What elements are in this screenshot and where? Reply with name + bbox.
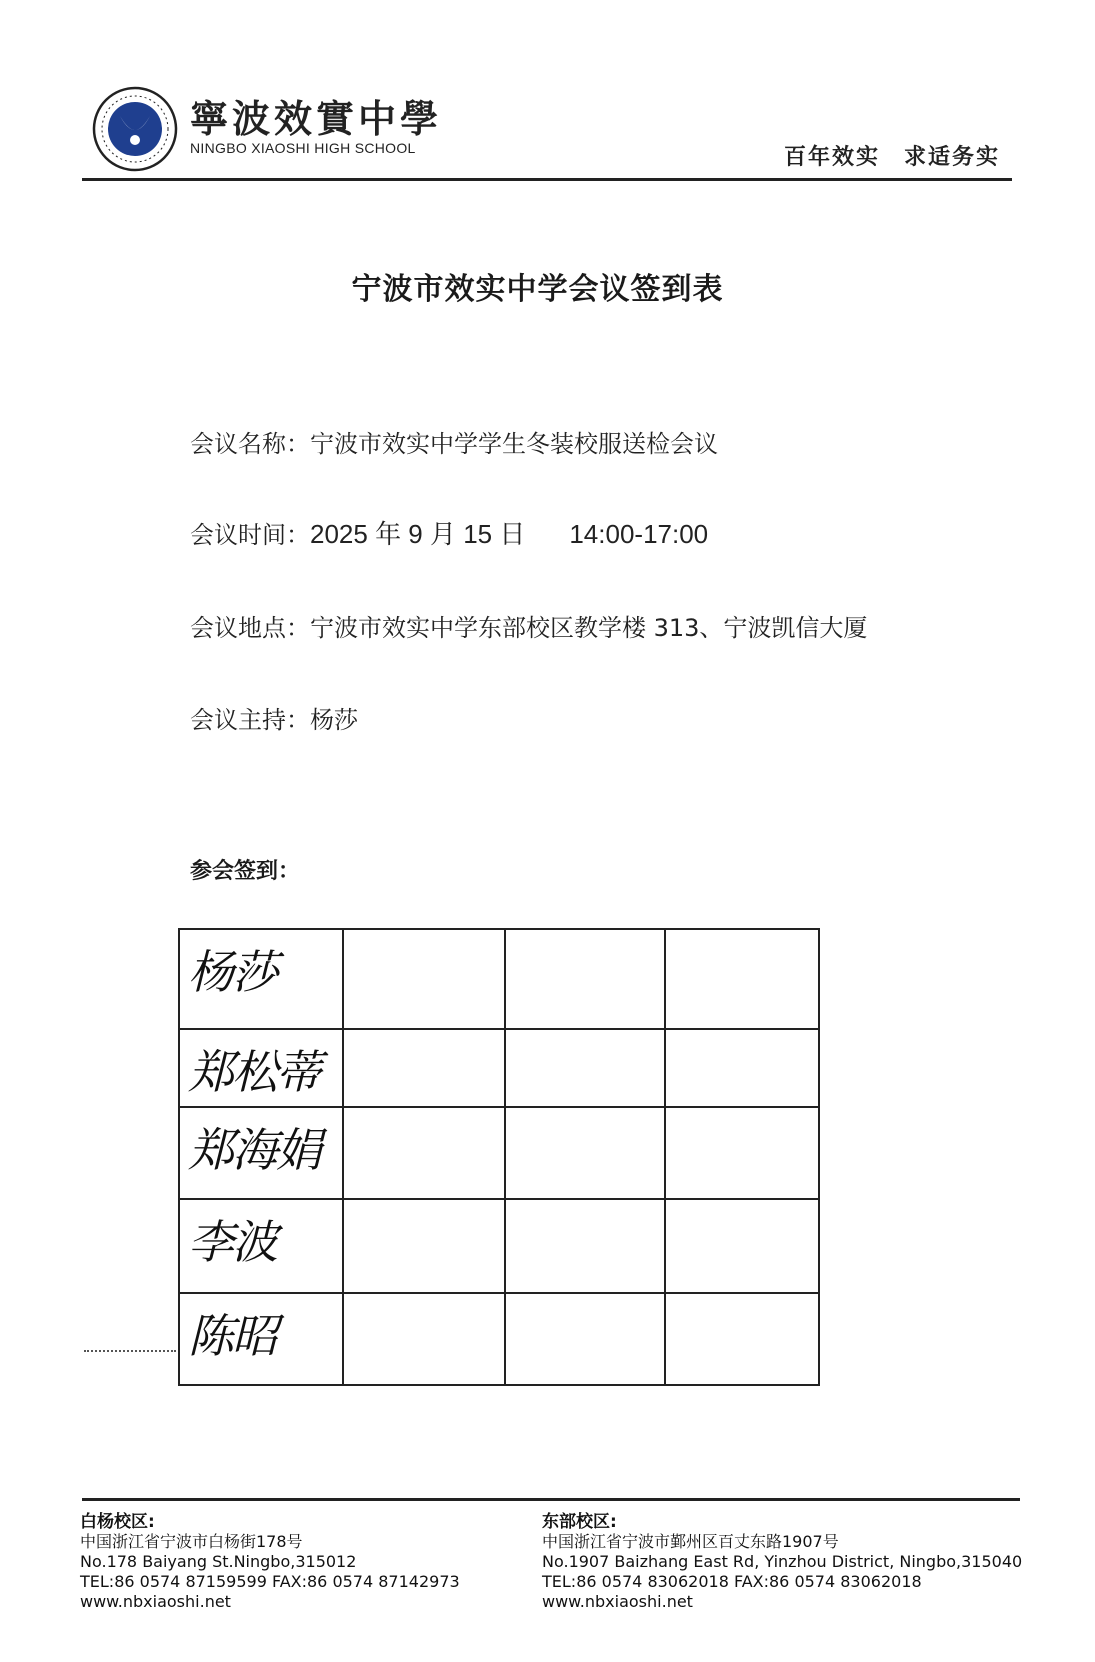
footer-divider [82, 1498, 1020, 1501]
signature-cell [179, 1293, 343, 1385]
empty-cell [343, 1293, 505, 1385]
meeting-name-line [190, 424, 718, 459]
signature-cell [179, 929, 343, 1029]
footer-left-heading: 白杨校区: [80, 1512, 155, 1532]
footer-left-address-en: No.178 Baiyang St.Ningbo,315012 [80, 1552, 357, 1571]
empty-cell [665, 1199, 819, 1293]
signature: 郑海娟 [188, 1123, 320, 1177]
footer-right-contact: TEL:86 0574 83062018 FAX:86 0574 83062018 [542, 1572, 922, 1591]
school-name-en: NINGBO XIAOSHI HIGH SCHOOL [190, 140, 416, 156]
signature-cell [179, 1029, 343, 1107]
empty-cell [343, 1107, 505, 1199]
empty-cell [505, 1293, 665, 1385]
meeting-time-line [190, 514, 708, 551]
footer-east-campus [542, 1512, 1022, 1612]
signature-cell [179, 1107, 343, 1199]
footer-left-web: www.nbxiaoshi.net [80, 1592, 231, 1611]
empty-cell [665, 929, 819, 1029]
table-row [179, 1107, 819, 1199]
empty-cell [505, 1107, 665, 1199]
table-row [179, 1293, 819, 1385]
school-name-cn: 寧波效實中學 [190, 96, 443, 141]
meeting-time-range: 14:00-17:00 [569, 519, 709, 549]
meeting-place-label: 会议地点： [190, 614, 310, 642]
sign-in-table [178, 928, 820, 1386]
footer-left-contact: TEL:86 0574 87159599 FAX:86 0574 87142973 [80, 1572, 460, 1591]
empty-cell [343, 1029, 505, 1107]
signature-cell [179, 1199, 343, 1293]
empty-cell [665, 1107, 819, 1199]
header-divider [82, 178, 1012, 181]
empty-cell [665, 1029, 819, 1107]
empty-cell [343, 1199, 505, 1293]
meeting-host-label: 会议主持： [190, 706, 310, 734]
footer-right-heading: 东部校区: [542, 1512, 617, 1532]
empty-cell [505, 1199, 665, 1293]
empty-cell [665, 1293, 819, 1385]
school-motto: 百年效实 求适务实 [783, 144, 1000, 170]
meeting-date-value: 2025 年 9 月 15 日 [310, 519, 526, 549]
meeting-name-label: 会议名称： [190, 430, 310, 458]
table-row [179, 929, 819, 1029]
empty-cell [505, 1029, 665, 1107]
table-row [179, 1199, 819, 1293]
signature: 李波 [188, 1215, 276, 1269]
footer-right-address-en: No.1907 Baizhang East Rd, Yinzhou District, Ningbo,315040 [542, 1552, 1023, 1571]
document-title: 宁波市效实中学会议签到表 [351, 272, 724, 307]
meeting-host-line [190, 700, 358, 735]
footer-right-address-cn: 中国浙江省宁波市鄞州区百丈东路1907号 [542, 1532, 839, 1551]
empty-cell [343, 929, 505, 1029]
table-row [179, 1029, 819, 1107]
signature: 陈昭 [188, 1309, 276, 1363]
empty-cell [505, 929, 665, 1029]
attendance-label: 参会签到： [190, 859, 301, 884]
footer-left-address-cn: 中国浙江省宁波市白杨街178号 [80, 1532, 303, 1551]
footer-baiyang-campus [80, 1512, 460, 1612]
footer-right-web: www.nbxiaoshi.net [542, 1592, 693, 1611]
meeting-place-line [190, 608, 867, 643]
signature: 郑松蒂 [188, 1045, 320, 1099]
meeting-name-value: 宁波市效实中学学生冬装校服送检会议 [310, 430, 718, 458]
meeting-place-value: 宁波市效实中学东部校区教学楼 313、宁波凯信大厦 [310, 614, 868, 642]
school-seal-logo [92, 86, 178, 172]
signature: 杨莎 [188, 945, 276, 999]
meeting-host-value: 杨莎 [310, 706, 358, 734]
meeting-time-label: 会议时间： [190, 521, 310, 549]
dotted-mark [84, 1350, 176, 1352]
